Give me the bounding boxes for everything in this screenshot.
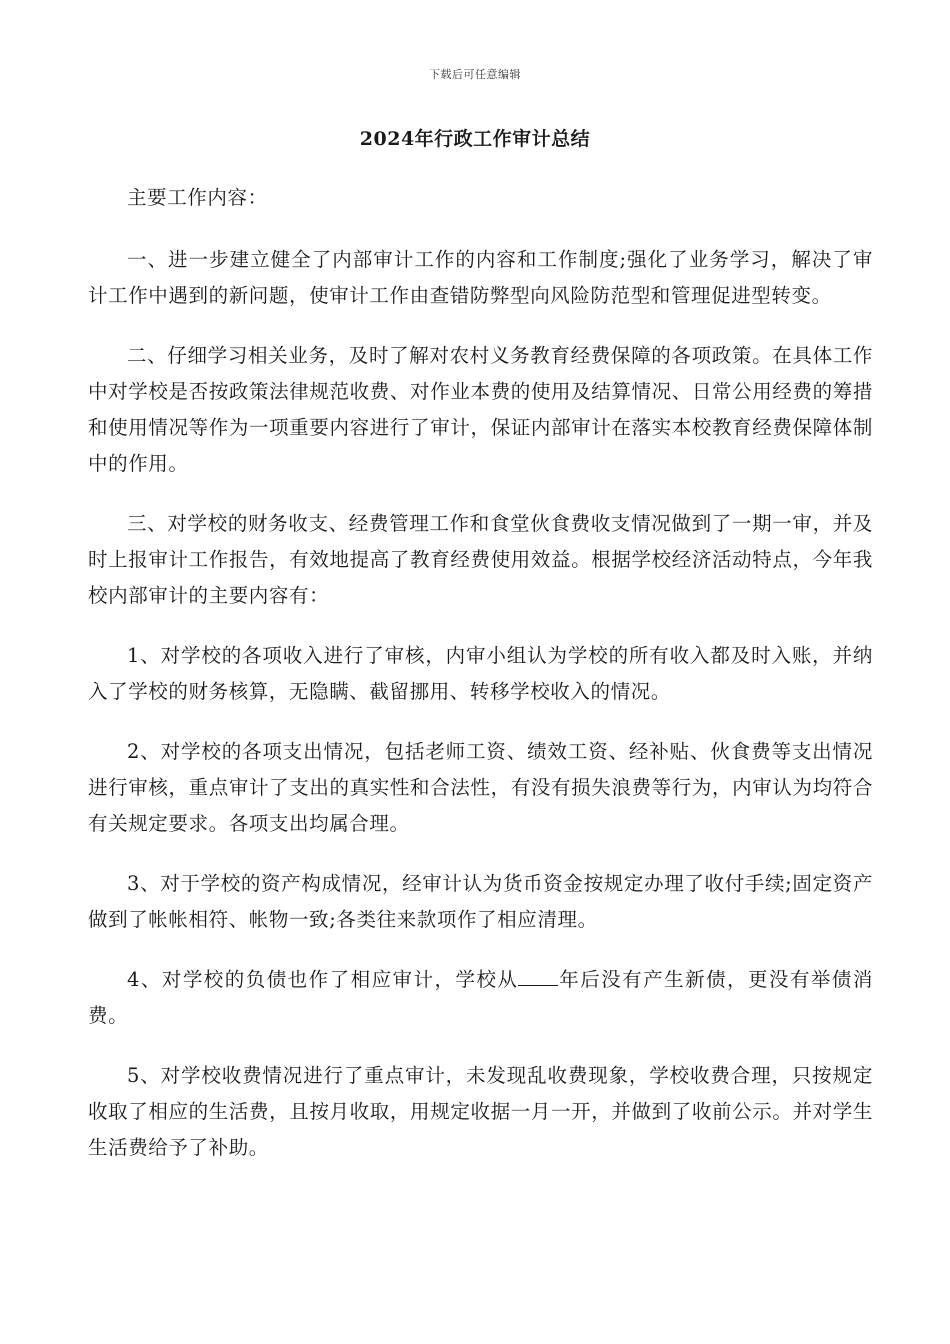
blank-line (518, 967, 558, 986)
item-4-text-after: 年后没有产生新债，更没有举债消费。 (88, 968, 873, 1027)
section-label: 主要工作内容： (127, 186, 268, 209)
item-4-debt (88, 962, 873, 1034)
item-1-income: 1、对学校的各项收入进行了审核，内审小组认为学校的所有收入都及时入账，并纳入了学校的财务核算，无隐瞒、截留挪用、转移学校收入的情况。 (88, 644, 873, 703)
paragraph-3: 三、对学校的财务收支、经费管理工作和食堂伙食费收支情况做到了一期一审，并及时上报审计工作报告，有效地提高了教育经费使用效益。根据学校经济活动特点，今年我校内部审计的主要内容有： (88, 512, 873, 607)
document-title: 2024年行政工作审计总结 (359, 128, 591, 150)
paragraph-1: 一、进一步建立健全了内部审计工作的内容和工作制度;强化了业务学习，解决了审计工作中遇到的新问题，使审计工作由查错防弊型向风险防范型和管理促进型转变。 (88, 248, 873, 307)
item-4-text-before: 4、对学校的负债也作了相应审计，学校从 (127, 968, 519, 991)
item-3-assets: 3、对于学校的资产构成情况，经审计认为货币资金按规定办理了收付手续;固定资产做到了帐帐相符、帐物一致;各类往来款项作了相应清理。 (88, 872, 873, 931)
document-body (88, 180, 873, 1190)
header-note: 下载后可任意编辑 (429, 68, 521, 81)
item-5-fees: 5、对学校收费情况进行了重点审计，未发现乱收费现象，学校收费合理，只按规定收取了相应的生活费，且按月收取，用规定收据一月一开，并做到了收前公示。并对学生生活费给予了补助。 (88, 1064, 873, 1159)
paragraph-2: 二、仔细学习相关业务，及时了解对农村义务教育经费保障的各项政策。在具体工作中对学校是否按政策法律规范收费、对作业本费的使用及结算情况、日常公用经费的筹措和使用情况等作为一项重要内容进行了审计，保证内部审计在落实本校教育经费保障体制中的作用。 (88, 344, 873, 475)
item-2-expenses: 2、对学校的各项支出情况，包括老师工资、绩效工资、经补贴、伙食费等支出情况进行审核，重点审计了支出的真实性和合法性，有没有损失浪费等行为，内审认为均符合有关规定要求。各项支出均属合理。 (88, 740, 873, 835)
